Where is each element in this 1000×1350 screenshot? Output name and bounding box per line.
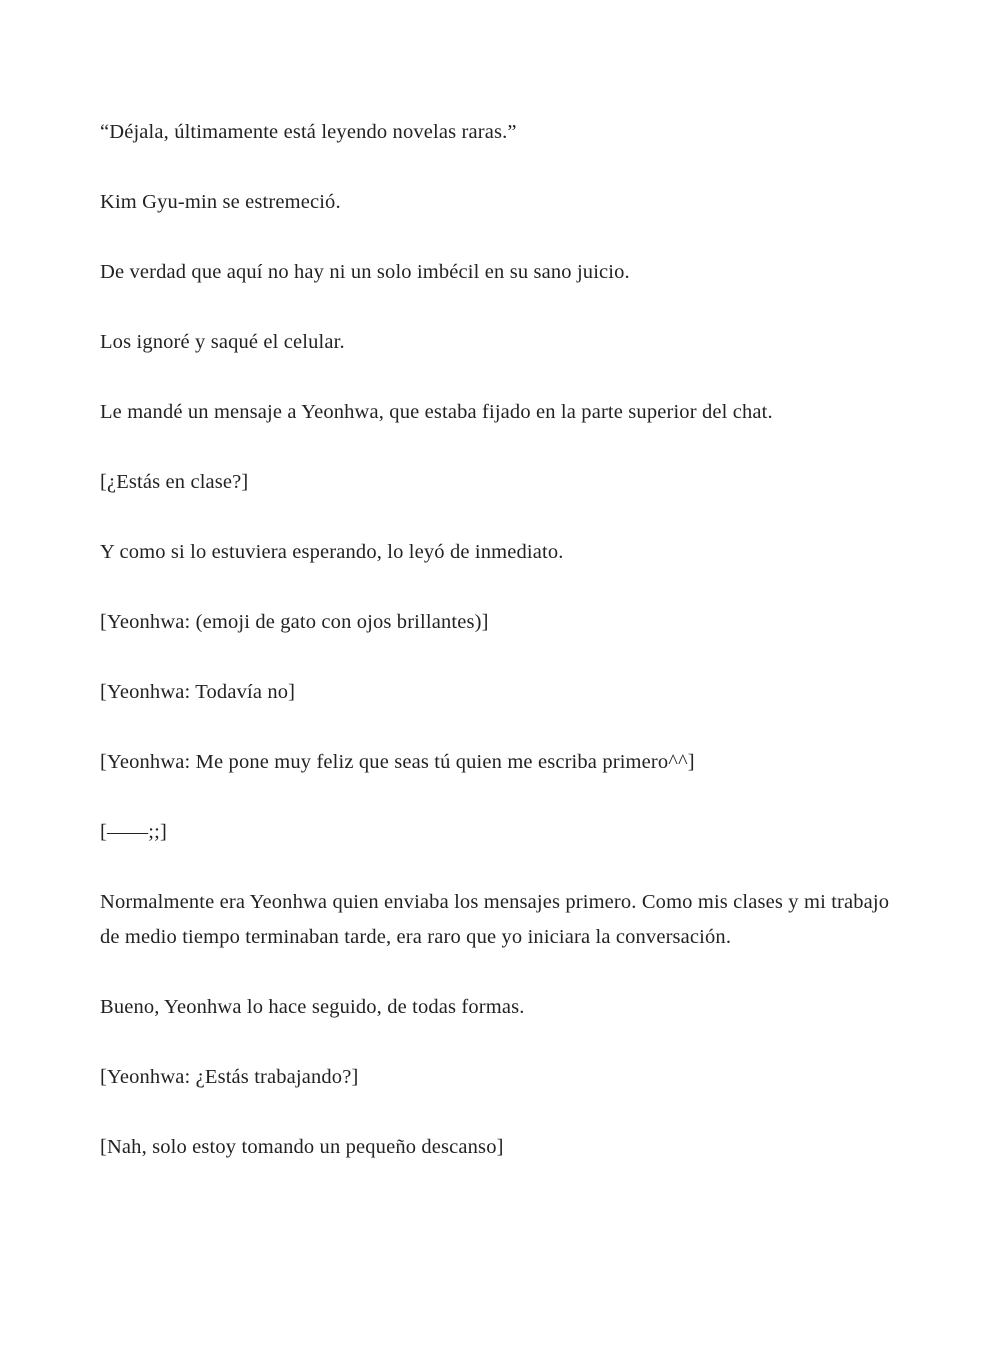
document-body — [100, 115, 905, 1200]
narration-paragraph: De verdad que aquí no hay ni un solo imbécil en su sano juicio. — [100, 261, 630, 283]
narration-paragraph: Kim Gyu-min se estremeció. — [100, 191, 341, 213]
chat-message: [Nah, solo estoy tomando un pequeño descanso] — [100, 1136, 504, 1158]
narration-paragraph: Normalmente era Yeonhwa quien enviaba los mensajes primero. Como mis clases y mi trabajo de medio tiempo terminaban tarde, era raro que yo iniciara la conversación. — [100, 891, 890, 948]
narration-paragraph: Bueno, Yeonhwa lo hace seguido, de todas formas. — [100, 996, 525, 1018]
chat-message: [Yeonhwa: Me pone muy feliz que seas tú quien me escriba primero^^] — [100, 751, 695, 773]
chat-message: [Yeonhwa: Todavía no] — [100, 681, 296, 703]
narration-paragraph: Los ignoré y saqué el celular. — [100, 331, 345, 353]
chat-message: [¿Estás en clase?] — [100, 471, 249, 493]
chat-message: [——;;] — [100, 821, 167, 843]
chat-message: [Yeonhwa: ¿Estás trabajando?] — [100, 1066, 359, 1088]
chat-message: [Yeonhwa: (emoji de gato con ojos brillantes)] — [100, 611, 489, 633]
narration-paragraph: Le mandé un mensaje a Yeonhwa, que estaba fijado en la parte superior del chat. — [100, 401, 773, 423]
narration-paragraph: “Déjala, últimamente está leyendo novelas raras.” — [100, 121, 517, 143]
narration-paragraph: Y como si lo estuviera esperando, lo leyó de inmediato. — [100, 541, 564, 563]
